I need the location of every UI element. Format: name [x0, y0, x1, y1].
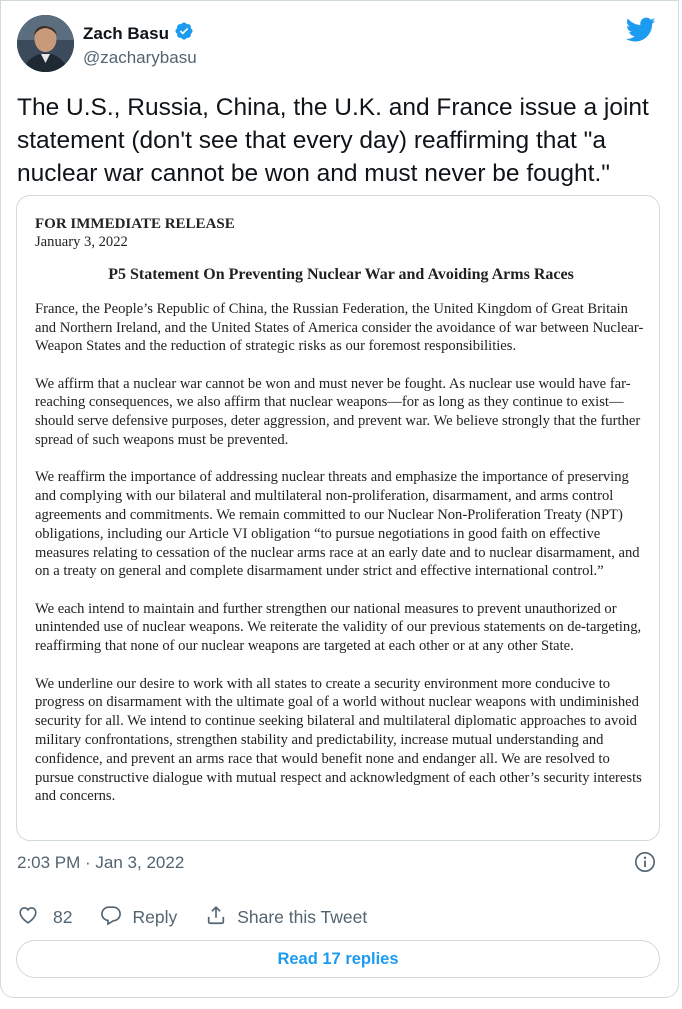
document-title: P5 Statement On Preventing Nuclear War and Avoiding Arms Races	[108, 266, 574, 283]
like-count: 82	[53, 907, 73, 927]
read-replies-label: Read 17 replies	[277, 949, 399, 968]
heart-icon	[17, 904, 39, 931]
reply-label: Reply	[132, 907, 178, 927]
author-name[interactable]: Zach Basu	[83, 23, 169, 43]
document-paragraph: We affirm that a nuclear war cannot be won and must never be fought. As nuclear use would have far-reaching consequences, we also affirm that nuclear weapons—for as long as they continue to exist—should serve defensive purposes, deter aggression, and prevent war. We believe strongly that the further spread of such weapons must be prevented.	[35, 375, 641, 449]
attached-image[interactable]	[16, 195, 660, 841]
tweet-text: The U.S., Russia, China, the U.K. and France issue a joint statement (don't see that every day) reaffirming that "a nuclear war cannot be won and must never be fought."	[17, 94, 649, 187]
read-replies-button[interactable]	[16, 940, 660, 978]
reply-button[interactable]	[100, 904, 177, 931]
document-paragraph: France, the People’s Republic of China, the Russian Federation, the United Kingdom of Great Britain and Northern Ireland, and the United States of America consider the avoidance of war between Nuclear-Weapon States and the reduction of strategic risks as our foremost responsibilities.	[35, 300, 644, 355]
verified-badge-icon	[174, 21, 194, 46]
release-date: January 3, 2022	[35, 234, 128, 250]
author-name-row[interactable]	[83, 21, 194, 46]
share-label: Share this Tweet	[237, 907, 368, 927]
share-button[interactable]	[205, 904, 367, 931]
share-icon	[205, 904, 227, 931]
document-paragraph: We reaffirm the importance of addressing nuclear threats and emphasize the importance of preserving and complying with our bilateral and multilateral non-proliferation, disarmament, and arms control agreements and commitments. We remain committed to our Nuclear Non-Proliferation Treaty (NPT) obligations, including our Article VI obligation “to pursue negotiations in good faith on effective measures relating to cessation of the nuclear arms race at an early date and to nuclear disarmament, and on a treaty on general and complete disarmament under strict and effective international control.”	[35, 469, 640, 580]
document-paragraph: We underline our desire to work with all states to create a security environment more conducive to progress on disarmament with the ultimate goal of a world without nuclear weapons with undiminished security for all. We intend to continue seeking bilateral and multilateral diplomatic approaches to avoid military confrontations, strengthen stability and predictability, increase mutual understanding and confidence, and prevent an arms race that would benefit none and endanger all. We are resolved to pursue constructive dialogue with mutual respect and acknowledgment of each other’s security interests and concerns.	[35, 675, 642, 805]
tweet-actions	[17, 904, 395, 931]
document-paragraph: We each intend to maintain and further strengthen our national measures to prevent unauthorized or unintended use of nuclear weapons. We reiterate the validity of our previous statements on de-targeting, reaffirming that none of our nuclear weapons are targeted at each other or at any other State.	[35, 600, 642, 655]
info-icon[interactable]	[634, 851, 656, 878]
twitter-bird-icon[interactable]	[626, 17, 656, 48]
release-label: FOR IMMEDIATE RELEASE	[35, 216, 235, 232]
tweet-timestamp[interactable]: 2:03 PM · Jan 3, 2022	[17, 853, 185, 872]
like-button[interactable]	[17, 904, 72, 931]
reply-icon	[100, 904, 122, 931]
avatar[interactable]	[17, 15, 74, 72]
author-handle[interactable]: @zacharybasu	[83, 48, 197, 67]
press-release-document	[35, 216, 647, 825]
